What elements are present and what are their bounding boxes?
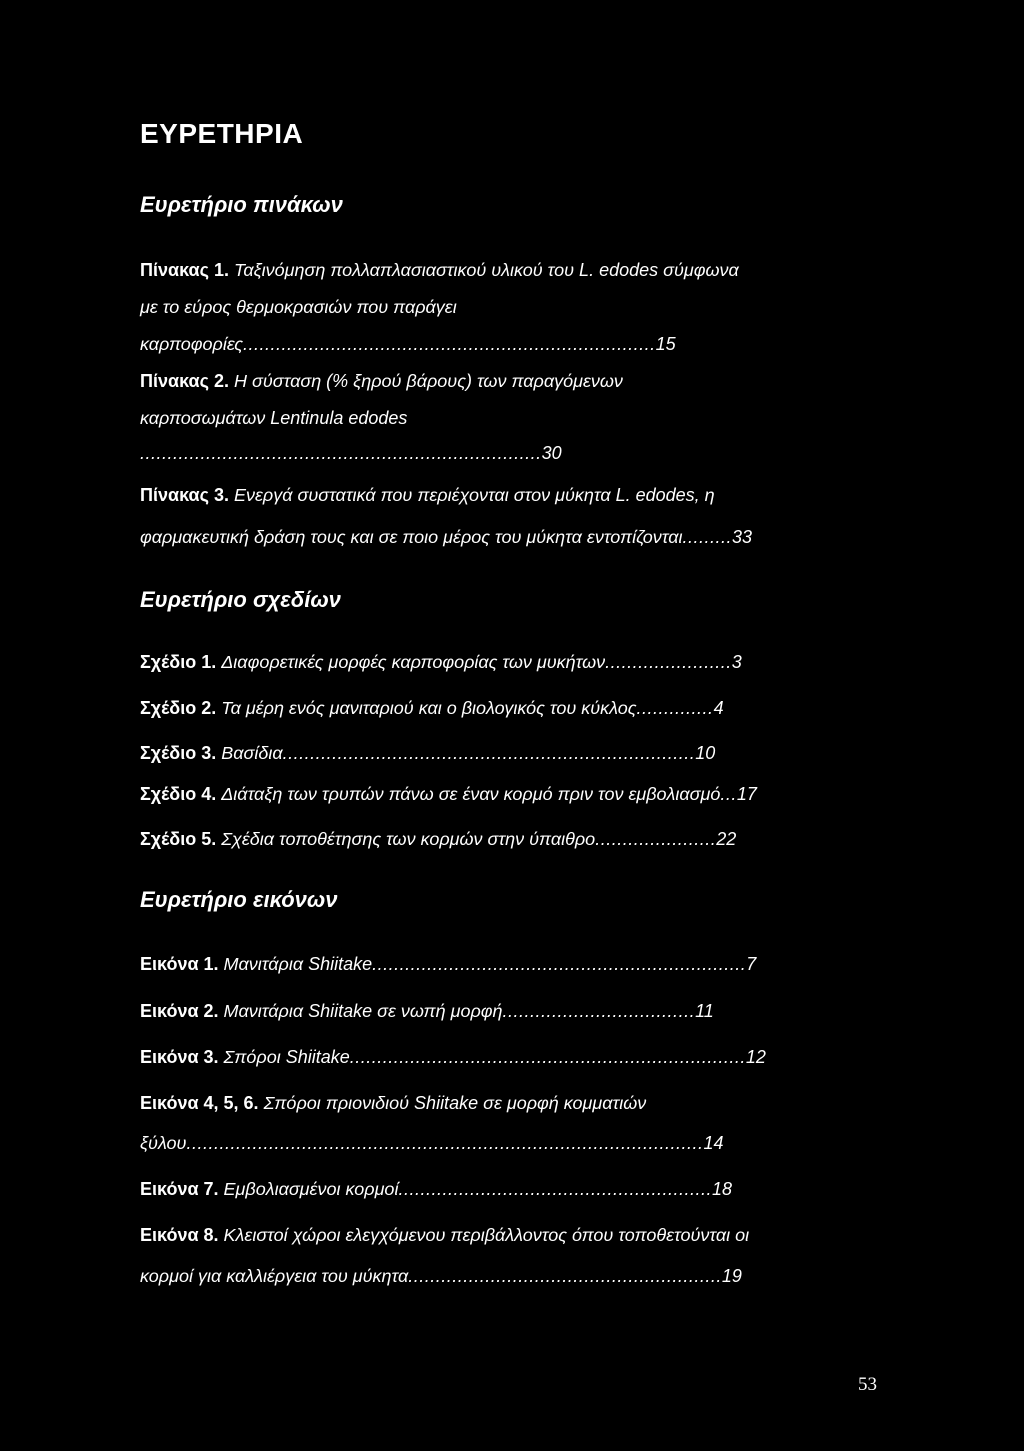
leader-dots: ..............: [636, 698, 714, 718]
image-entry-4-line2: [140, 1133, 724, 1154]
image-entry-6-line2: [140, 1266, 742, 1287]
page-number: 53: [858, 1374, 877, 1395]
page-ref: 33: [732, 527, 753, 547]
page-title: ΕΥΡΕΤΗΡΙΑ: [140, 118, 304, 149]
entry-label: Σχέδιο 2.: [140, 698, 217, 718]
entry-label: Εικόνα 3.: [140, 1047, 219, 1067]
image-entry-1: [140, 954, 756, 975]
drawing-entry-1: [140, 652, 742, 673]
entry-label: Σχέδιο 5.: [140, 829, 217, 849]
table-entry-1-line2: [140, 297, 457, 318]
page-ref: 7: [746, 954, 757, 974]
page-ref: 11: [695, 1001, 714, 1021]
page-ref: 14: [703, 1133, 724, 1153]
entry-label: Σχέδιο 4.: [140, 784, 217, 804]
section-heading-images: Ευρετήριο εικόνων: [140, 887, 338, 912]
page-ref: 10: [695, 743, 716, 763]
page-ref: 12: [745, 1047, 766, 1067]
entry-text: Κλειστοί χώροι ελεγχόμενου περιβάλλοντος όπου τοποθετούνται οι: [223, 1225, 750, 1245]
leader-dots: ........................................................................: [349, 1047, 746, 1067]
entry-text: Ενεργά συστατικά που περιέχονται στον μύκητα L. edodes, η: [233, 485, 715, 505]
image-entry-4-line1: [140, 1093, 646, 1114]
page-ref: 22: [716, 829, 737, 849]
drawing-entry-5: [140, 829, 736, 850]
page-ref: 30: [541, 443, 562, 463]
image-entry-5: [140, 1179, 732, 1200]
entry-text: Μανιτάρια Shiitake σε νωπή μορφή: [223, 1001, 503, 1021]
table-entry-2-line1: [140, 371, 623, 392]
leader-dots: .........................................................: [398, 1179, 713, 1199]
entry-text: Βασίδια: [221, 743, 283, 763]
entry-text: Η σύσταση (% ξηρού βάρους) των παραγόμενων: [233, 371, 623, 391]
section-heading-drawings: Ευρετήριο σχεδίων: [140, 587, 341, 612]
entry-text: ξύλου: [140, 1133, 187, 1153]
entry-text: Σπόροι Shiitake: [223, 1047, 350, 1067]
entry-text: Ταξινόμηση πολλαπλασιαστικού υλικού του L. edodes σύμφωνα: [233, 260, 739, 280]
entry-text: Διαφορετικές μορφές καρποφορίας των μυκήτων: [221, 652, 606, 672]
entry-text: με το εύρος θερμοκρασιών που παράγει: [140, 297, 457, 317]
page-ref: 18: [712, 1179, 733, 1199]
drawing-entry-3: [140, 743, 715, 764]
entry-text: Διάταξη των τρυπών πάνω σε έναν κορμό πριν τον εμβολιασμό: [221, 784, 721, 804]
table-entry-3-line2: [140, 527, 752, 548]
entry-label: Εικόνα 4, 5, 6.: [140, 1093, 259, 1113]
leader-dots: ...........................................................................: [243, 334, 656, 354]
table-entry-2-line2: [140, 408, 407, 429]
drawing-entry-2: [140, 698, 724, 719]
leader-dots: ......................: [595, 829, 717, 849]
image-entry-3: [140, 1047, 766, 1068]
entry-text: Σχέδια τοποθέτησης των κορμών στην ύπαιθρο: [221, 829, 596, 849]
leader-dots: ...: [720, 784, 737, 804]
table-entry-2-line3: [140, 443, 562, 464]
leader-dots: ...................................: [502, 1001, 696, 1021]
image-entry-2: [140, 1001, 714, 1022]
page-ref: 19: [721, 1266, 742, 1286]
entry-text: Σπόροι πριονιδιού Shiitake σε μορφή κομματιών: [263, 1093, 647, 1113]
table-entry-3-line1: [140, 485, 715, 506]
leader-dots: ..............................................................................................: [186, 1133, 704, 1153]
leader-dots: .........: [682, 527, 733, 547]
leader-dots: .........................................................: [408, 1266, 722, 1286]
leader-dots: .......................: [605, 652, 732, 672]
page-ref: 17: [736, 784, 757, 804]
entry-label: Εικόνα 8.: [140, 1225, 219, 1245]
entry-text: Εμβολιασμένοι κορμοί: [223, 1179, 399, 1199]
entry-label: Πίνακας 3.: [140, 485, 229, 505]
entry-label: Πίνακας 2.: [140, 371, 229, 391]
entry-text: Μανιτάρια Shiitake: [223, 954, 373, 974]
entry-text: φαρμακευτική δράση τους και σε ποιο μέρος του μύκητα εντοπίζονται: [140, 527, 683, 547]
entry-label: Εικόνα 7.: [140, 1179, 219, 1199]
page-ref: 15: [655, 334, 676, 354]
drawing-entry-4: [140, 784, 757, 805]
entry-label: Εικόνα 1.: [140, 954, 219, 974]
image-entry-6-line1: [140, 1225, 749, 1246]
leader-dots: ....................................................................: [372, 954, 747, 974]
entry-label: Σχέδιο 3.: [140, 743, 217, 763]
page-ref: 3: [731, 652, 742, 672]
leader-dots: ...........................................................................: [282, 743, 696, 763]
table-entry-1-line3: [140, 334, 676, 355]
entry-text: κορμοί για καλλιέργεια του μύκητα: [140, 1266, 409, 1286]
entry-text: καρποσωμάτων Lentinula edodes: [140, 408, 408, 428]
entry-text: καρποφορίες: [140, 334, 244, 354]
table-entry-1-line1: [140, 260, 739, 281]
entry-label: Πίνακας 1.: [140, 260, 229, 280]
section-heading-tables: Ευρετήριο πινάκων: [140, 192, 343, 217]
entry-text: Τα μέρη ενός μανιταριού και ο βιολογικός του κύκλος: [221, 698, 637, 718]
entry-label: Εικόνα 2.: [140, 1001, 219, 1021]
entry-label: Σχέδιο 1.: [140, 652, 217, 672]
leader-dots: .........................................................................: [140, 443, 542, 463]
page-ref: 4: [713, 698, 724, 718]
